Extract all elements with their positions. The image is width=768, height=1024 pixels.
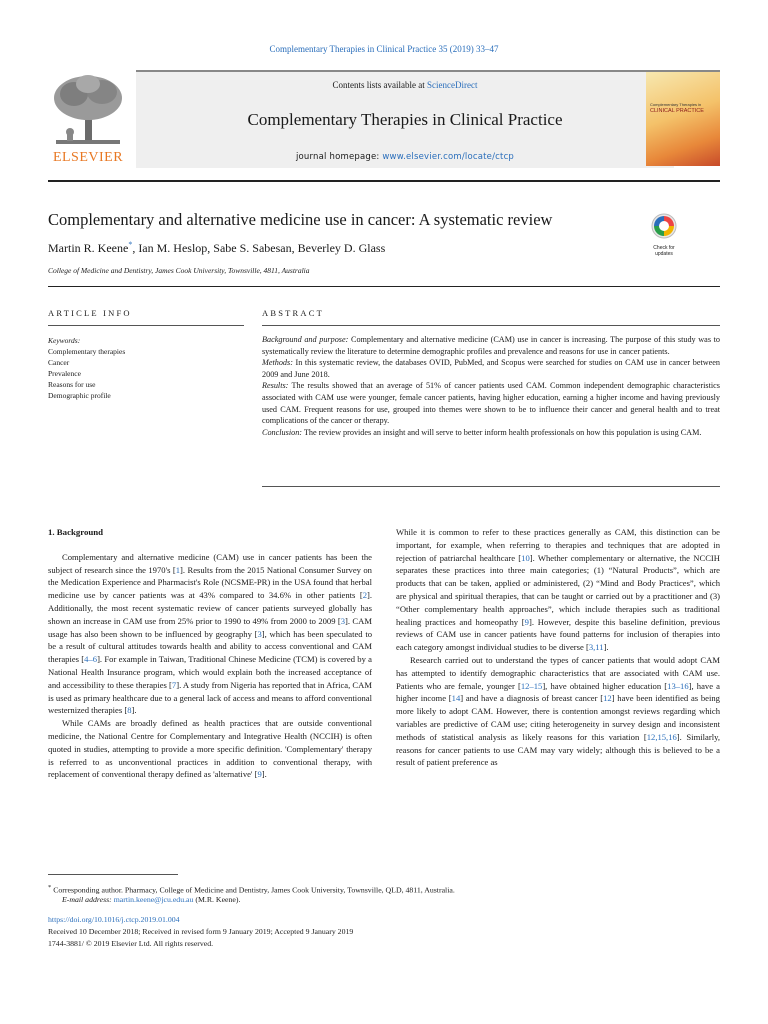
- body-right-column: [396, 526, 720, 769]
- text-run: While CAMs are broadly defined as health practices that are outside conventional medicine, the National Centre for Complementary and Integrative Health (NCCIH) is often quoted in studies, attempting to provide a more specific definition. 'Complementary' therapy is referred to as unconventional practices in addition to conventional therapy, with replacement of conventional therapy defined as 'alternative' [: [48, 718, 372, 780]
- contents-line: [136, 80, 674, 90]
- citation-link[interactable]: 1: [175, 564, 181, 575]
- article-info-rule: [48, 325, 244, 326]
- copyright: 1744-3881/ © 2019 Elsevier Ltd. All rights reserved.: [48, 939, 214, 948]
- footnote-rule: [48, 874, 178, 875]
- email-note: [62, 894, 240, 905]
- citation-link[interactable]: 7: [171, 679, 177, 690]
- cover-title-line1: Complementary Therapies in: [650, 102, 702, 107]
- sciencedirect-link[interactable]: ScienceDirect: [427, 80, 478, 90]
- tree-icon: [48, 72, 128, 150]
- email-suffix: (M.R. Keene).: [193, 895, 241, 904]
- keyword-item: Prevalence: [48, 369, 81, 378]
- text-run: ] and have a diagnosis of breast cancer [: [460, 693, 604, 704]
- abstract-text: The results showed that an average of 51% of cancer patients used CAM. Common independent demographic characteristics associated with CAM use were younger, female cancer patients, having higher education, earning a higher income and having previously used CAM. Frequent reasons for use, grouped into themes were shown to be to influence their cancer and general health and to treat complications of the cancer or therapy.: [262, 381, 720, 426]
- contents-prefix: Contents lists available at: [332, 80, 427, 90]
- abstract-heading: ABSTRACT: [262, 308, 324, 318]
- abstract-label: Conclusion:: [262, 427, 303, 437]
- citation-link[interactable]: 12: [603, 693, 612, 704]
- citation-link[interactable]: 9: [524, 616, 529, 627]
- text-run: ] have been identified as being more likely to adopt CAM. However, there is contention amongst reviews regarding which variables are predictive of CAM use; citing heterogeneity in survey design and inconsistent methods of statistical analysis as likely reasons for this variation [: [396, 693, 720, 742]
- footnote-text: Corresponding author. Pharmacy, College of Medicine and Dentistry, James Cook University, Townsville, QLD, 4811, Australia.: [51, 885, 455, 895]
- author-keene[interactable]: Martin R. Keene: [48, 241, 129, 255]
- affiliation: College of Medicine and Dentistry, James Cook University, Townsville, 4811, Australia: [48, 266, 310, 275]
- text-run: ], have a higher income [: [396, 680, 720, 704]
- citation-link[interactable]: 10: [521, 552, 530, 563]
- abstract-results: [262, 380, 720, 426]
- body-paragraph: [396, 526, 720, 654]
- citation-link[interactable]: 13–16: [667, 680, 689, 691]
- citation-link[interactable]: 12–15: [520, 680, 543, 691]
- journal-title: Complementary Therapies in Clinical Practice: [247, 110, 563, 129]
- text-run: While it is common to refer to these practices generally as CAM, this distinction can be important, for example, when referring to therapies and techniques that are adopted in rejection of patriarchal healthcare [: [396, 527, 720, 563]
- homepage-link[interactable]: www.elsevier.com/locate/ctcp: [382, 152, 515, 162]
- email-link[interactable]: martin.keene@jcu.edu.au: [113, 895, 194, 904]
- text-run: Complementary and alternative medicine (CAM) use in cancer patients has been the subject of research since the 1970's [: [48, 551, 372, 575]
- citation-link[interactable]: 3: [257, 628, 262, 639]
- journal-cover[interactable]: [598, 70, 720, 168]
- doi-link[interactable]: https://doi.org/10.1016/j.ctcp.2019.01.004: [48, 915, 180, 924]
- journal-banner: [136, 70, 674, 168]
- text-run: ]. However, despite this baseline definition, previous reviews of CAM use in cancer patients have found patterns for inclusion of therapies into each category amongst individual studies to be diverse [: [396, 616, 720, 653]
- abstract-text: Complementary and alternative medicine (CAM) use in cancer is increasing. The purpose of this study was to systematically review the literature to determine demographic profiles and prevalence and reasons for use in cancer patients.: [262, 335, 720, 356]
- footnote-mark: *: [48, 884, 52, 891]
- abstract-label: Methods:: [262, 358, 293, 368]
- abstract-text: In this systematic review, the databases OVID, PubMed, and Scopus were searched for studies on CAM use in cancer between 2009 and June 2018.: [262, 358, 720, 379]
- text-run: ]. A study from Nigeria has reported that in Africa, CAM is used as primary healthcare due to a general lack of access and means to afford conventional westernized therapies [: [48, 679, 372, 716]
- text-run: ].: [261, 769, 267, 780]
- journal-reference[interactable]: Complementary Therapies in Clinical Practice 35 (2019) 33–47: [269, 44, 499, 54]
- text-run: ]. Whether complementary or alternative, the NCCIH separates these practices into three main categories; (1) “Natural Products”, which are products that can be taken, applied or administered, (2) “Mind and Body Practices”, which are physical and spiritual therapies, that can be taught or carried out by a practitioner and (3) “Other complementary health approaches”, which include therapies such as traditional healing practices and homeopathy [: [396, 552, 720, 627]
- citation-link[interactable]: 3,11: [588, 642, 604, 653]
- section-heading: 1. Background: [48, 527, 104, 537]
- text-run: ]. CAM usage has also been shown to be influenced by geography [: [48, 615, 372, 639]
- check-for-updates-label: Check for updates: [653, 245, 675, 257]
- affiliation-rule: [48, 286, 720, 287]
- check-for-updates-badge[interactable]: [644, 212, 684, 257]
- keyword-item: Complementary therapies: [48, 347, 126, 356]
- corresponding-author-mark[interactable]: *: [128, 240, 133, 249]
- received-dates: Received 10 December 2018; Received in revised form 9 January 2019; Accepted 9 January 2019: [48, 927, 354, 936]
- elsevier-logo: [48, 72, 128, 164]
- body-paragraph: [48, 717, 372, 781]
- journal-homepage: [136, 152, 674, 162]
- citation-link[interactable]: 3: [340, 615, 346, 626]
- abstract-conclusion: [262, 427, 720, 439]
- citation-link[interactable]: 4–6: [84, 654, 98, 665]
- keyword-item: Cancer: [48, 358, 70, 367]
- cover-image: [646, 72, 720, 166]
- body-left-column: [48, 526, 372, 781]
- other-authors: , Ian M. Heslop, Sabe S. Sabesan, Beverley D. Glass: [132, 241, 386, 255]
- body-paragraph: [48, 551, 372, 717]
- abstract-background: [262, 334, 720, 357]
- abstract-body: [262, 334, 720, 438]
- text-run: ], which has been speculated to be a result of cultural attitudes towards health and ability to access conventional and CAM therapies [: [48, 628, 372, 665]
- text-run: ].: [603, 642, 609, 653]
- keyword-item: Reasons for use: [48, 380, 96, 389]
- author-list: [48, 240, 385, 256]
- text-run: ]. Additionally, the most recent systematic review of cancer patients surveyed globally has shown an increase in CAM use from 25% prior to 1990 to 49% from 2000 to 2009 [: [48, 590, 372, 626]
- citation-link[interactable]: 12,15,16: [646, 731, 677, 742]
- text-run: ]. Similarly, reasons for cancer patients to use CAM may vary widely; although this is believed to be a result of patient preference as: [396, 731, 720, 768]
- article-info-heading: ARTICLE INFO: [48, 308, 132, 318]
- abstract-label: Results:: [262, 381, 289, 391]
- check-for-updates-icon: [644, 212, 684, 240]
- email-label: E-mail address:: [62, 895, 112, 904]
- cover-title-line2: CLINICAL PRACTICE: [650, 108, 704, 114]
- masthead-rule: [48, 180, 720, 182]
- abstract-methods: [262, 357, 720, 380]
- abstract-rule: [262, 325, 720, 326]
- article-title: Complementary and alternative medicine use in cancer: A systematic review: [48, 210, 553, 229]
- citation-link[interactable]: 14: [451, 693, 461, 704]
- keywords-label: Keywords:: [48, 336, 81, 345]
- citation-link[interactable]: 8: [127, 705, 132, 716]
- text-run: ].: [131, 705, 137, 716]
- homepage-prefix: journal homepage:: [295, 152, 383, 162]
- abstract-text: The review provides an insight and will serve to better inform health professionals on how this population is using CAM.: [302, 427, 702, 437]
- citation-link[interactable]: 2: [362, 590, 367, 601]
- keyword-item: Demographic profile: [48, 391, 111, 400]
- text-run: Research carried out to understand the types of cancer patients that would adopt CAM has attempted to identify demographic characteristics that are associated with CAM use. Patients who are female, younger [: [396, 654, 720, 691]
- abstract-bottom-rule: [262, 486, 720, 487]
- text-run: ], have obtained higher education [: [542, 680, 668, 691]
- text-run: ]. For example in Taiwan, Traditional Chinese Medicine (TCM) is covered by a National Health Insurance program, which would explain both the increased acceptance of and accessibility to these therapies [: [48, 654, 372, 690]
- citation-link[interactable]: 9: [257, 769, 262, 780]
- abstract-label: Background and purpose:: [262, 335, 349, 344]
- text-run: ]. Results from the 2015 National Consumer Survey on the Medication Experience and Pharmacist's Role (NCSME-PR) in the USA found that herbal medicine use by cancer patients was at 43% compared to 34.6% in other patients [: [48, 564, 372, 601]
- body-paragraph: [396, 654, 720, 769]
- publisher-name: ELSEVIER: [52, 150, 124, 165]
